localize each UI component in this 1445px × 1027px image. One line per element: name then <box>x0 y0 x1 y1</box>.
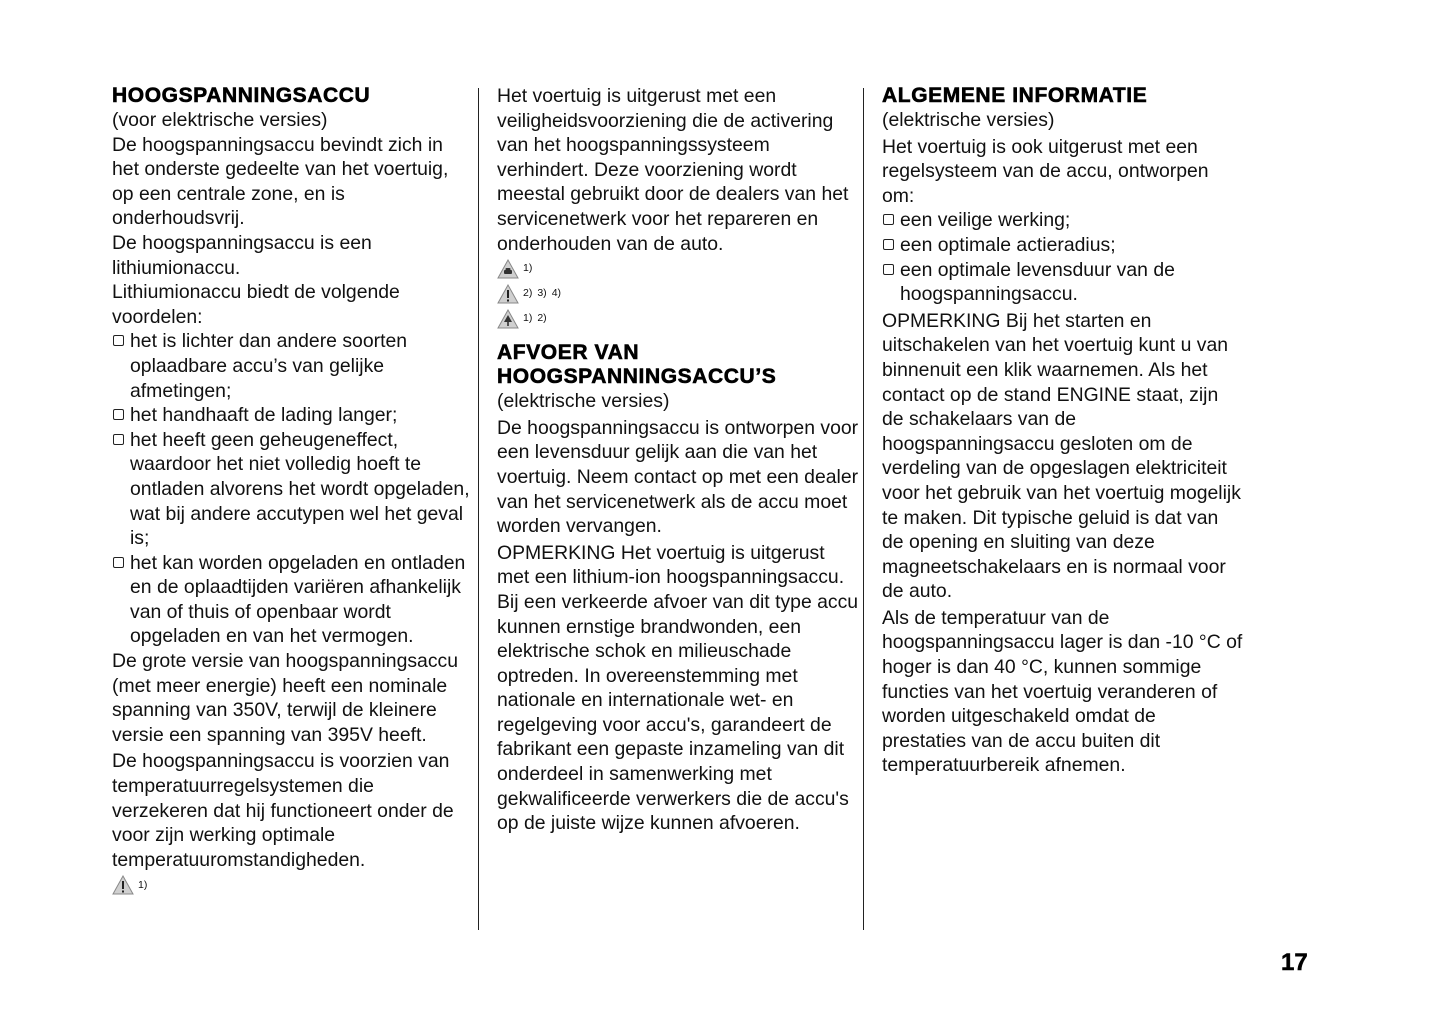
paragraph-safety-device: Het voertuig is uitgerust met een veiligheidsvoorziening die de activering van het hoogspanningssysteem verhindert. Deze voorziening wordt meestal gebruikt door de dealers van het servicenetwerk voor het repareren en onderhouden van de auto. <box>497 85 849 255</box>
list-item: een veilige werking; <box>882 208 1244 233</box>
footnote-ref: 2) <box>523 287 533 300</box>
environment-reference <box>497 306 859 331</box>
page-number: 17 <box>1281 949 1308 976</box>
list-item: het heeft geen geheugeneffect, waardoor het niet volledig hoeft te ontladen alvorens het wordt opgeladen, wat bij andere accutypen wel het geval is; <box>112 428 472 551</box>
warning-triangle-icon <box>497 284 519 304</box>
car-caution-icon <box>497 259 519 279</box>
list-item: het handhaaft de lading langer; <box>112 403 472 428</box>
footnote-ref: 1) <box>523 312 533 325</box>
subtitle-electric-versions: (voor elektrische versies) <box>112 109 328 131</box>
warning-triangle-icon <box>112 875 134 895</box>
column-general-info <box>882 84 1244 778</box>
column-divider <box>478 88 479 930</box>
footnote-ref: 1) <box>523 262 533 275</box>
checkbox-bullet-icon <box>113 409 124 420</box>
list-item: het is lichter dan andere soorten oplaadbare accu’s van gelijke afmetingen; <box>112 329 472 403</box>
warning-reference <box>112 872 472 897</box>
column-disposal <box>497 84 859 836</box>
footnote-ref: 2) <box>537 312 547 325</box>
paragraph-location: De hoogspanningsaccu bevindt zich in het onderste gedeelte van het voertuig, op een centrale zone, en is onderhoudsvrij. <box>112 133 449 230</box>
heading-hoogspanningsaccu: HOOGSPANNINGSACCU <box>112 84 371 107</box>
paragraph-temperature-control: De hoogspanningsaccu is voorzien van temperatuurregelsystemen die verzekeren dat hij functioneert onder de voor zijn werking optimale temperatuuromstandigheden. <box>112 750 454 871</box>
environment-tree-icon <box>497 309 519 329</box>
paragraph-control-system: Het voertuig is ook uitgerust met een regelsysteem van de accu, ontworpen om: <box>882 135 1209 207</box>
list-item: het kan worden opgeladen en ontladen en de oplaadtijden variëren afhankelijk van of thuis of openbaar wordt opgeladen en van het vermogen. <box>112 551 472 649</box>
paragraph-click-note: OPMERKING Bij het starten en uitschakelen van het voertuig kunt u van binnenuit een klik waarnemen. Als het contact op de stand ENGINE staat, zijn de schakelaars van de hoogspanningsaccu gesloten om de verdeling van de opgeslagen elektriciteit voor het gebruik van het voertuig mogelijk te maken. Dit typische geluid is dat van de opening en sluiting van deze magneetschakelaars en is normaal voor de auto. <box>882 309 1241 603</box>
caution-reference <box>497 256 859 281</box>
paragraph-voltage: De grote versie van hoogspanningsaccu (met meer energie) heeft een nominale spanning van 350V, terwijl de kleinere versie een spanning van 395V heeft. <box>112 650 459 746</box>
heading-afvoer-line2: HOOGSPANNINGSACCU’S <box>497 365 777 389</box>
footnote-ref: 3) <box>537 287 547 300</box>
column-high-voltage-battery <box>112 84 472 897</box>
checkbox-bullet-icon <box>113 434 124 445</box>
footnote-ref: 4) <box>551 287 562 300</box>
checkbox-bullet-icon <box>113 557 124 568</box>
checkbox-bullet-icon <box>113 335 124 346</box>
checkbox-bullet-icon <box>883 239 894 250</box>
column-divider <box>863 88 864 930</box>
heading-algemene-informatie: ALGEMENE INFORMATIE <box>882 84 1148 107</box>
warning-reference <box>497 281 859 306</box>
list-item: een optimale actieradius; <box>882 233 1244 258</box>
paragraph-advantages-intro: Lithiumionaccu biedt de volgende voordelen: <box>112 281 400 328</box>
subtitle-electric-versions: (elektrische versies) <box>497 390 670 413</box>
paragraph-lithium-ion: De hoogspanningsaccu is een lithiumionaccu. <box>112 231 372 279</box>
list-item: een optimale levensduur van de hoogspanningsaccu. <box>882 258 1244 307</box>
subtitle-electric-versions: (elektrische versies) <box>882 109 1055 131</box>
paragraph-lifespan: De hoogspanningsaccu is ontworpen voor een levensduur gelijk aan die van het voertuig. Neem contact op met een dealer van het servicenetwerk als de accu moet worden vervangen. <box>497 416 859 538</box>
heading-afvoer-line1: AFVOER VAN <box>497 341 640 365</box>
paragraph-temperature-range: Als de temperatuur van de hoogspanningsaccu lager is dan -10 °C of hoger is dan 40 °C, kunnen sommige functies van het voertuig veranderen of worden uitgeschakeld omdat de prestaties van de accu buiten dit temperatuurbereik afnemen. <box>882 606 1243 777</box>
footnote-ref: 1) <box>138 878 148 891</box>
checkbox-bullet-icon <box>883 264 894 275</box>
checkbox-bullet-icon <box>883 214 894 225</box>
paragraph-disposal-note: OPMERKING Het voertuig is uitgerust met een lithium-ion hoogspanningsaccu. Bij een verkeerde afvoer van dit type accu kunnen ernstige brandwonden, een elektrische schok en milieuschade optreden. In overeenstemming met nationale en internationale wet- en regelgeving voor accu's, garandeert de fabrikant een gepaste inzameling van dit onderdeel in samenwerking met gekwalificeerde verwerkers die de accu's op de juiste wijze kunnen afvoeren. <box>497 541 859 835</box>
